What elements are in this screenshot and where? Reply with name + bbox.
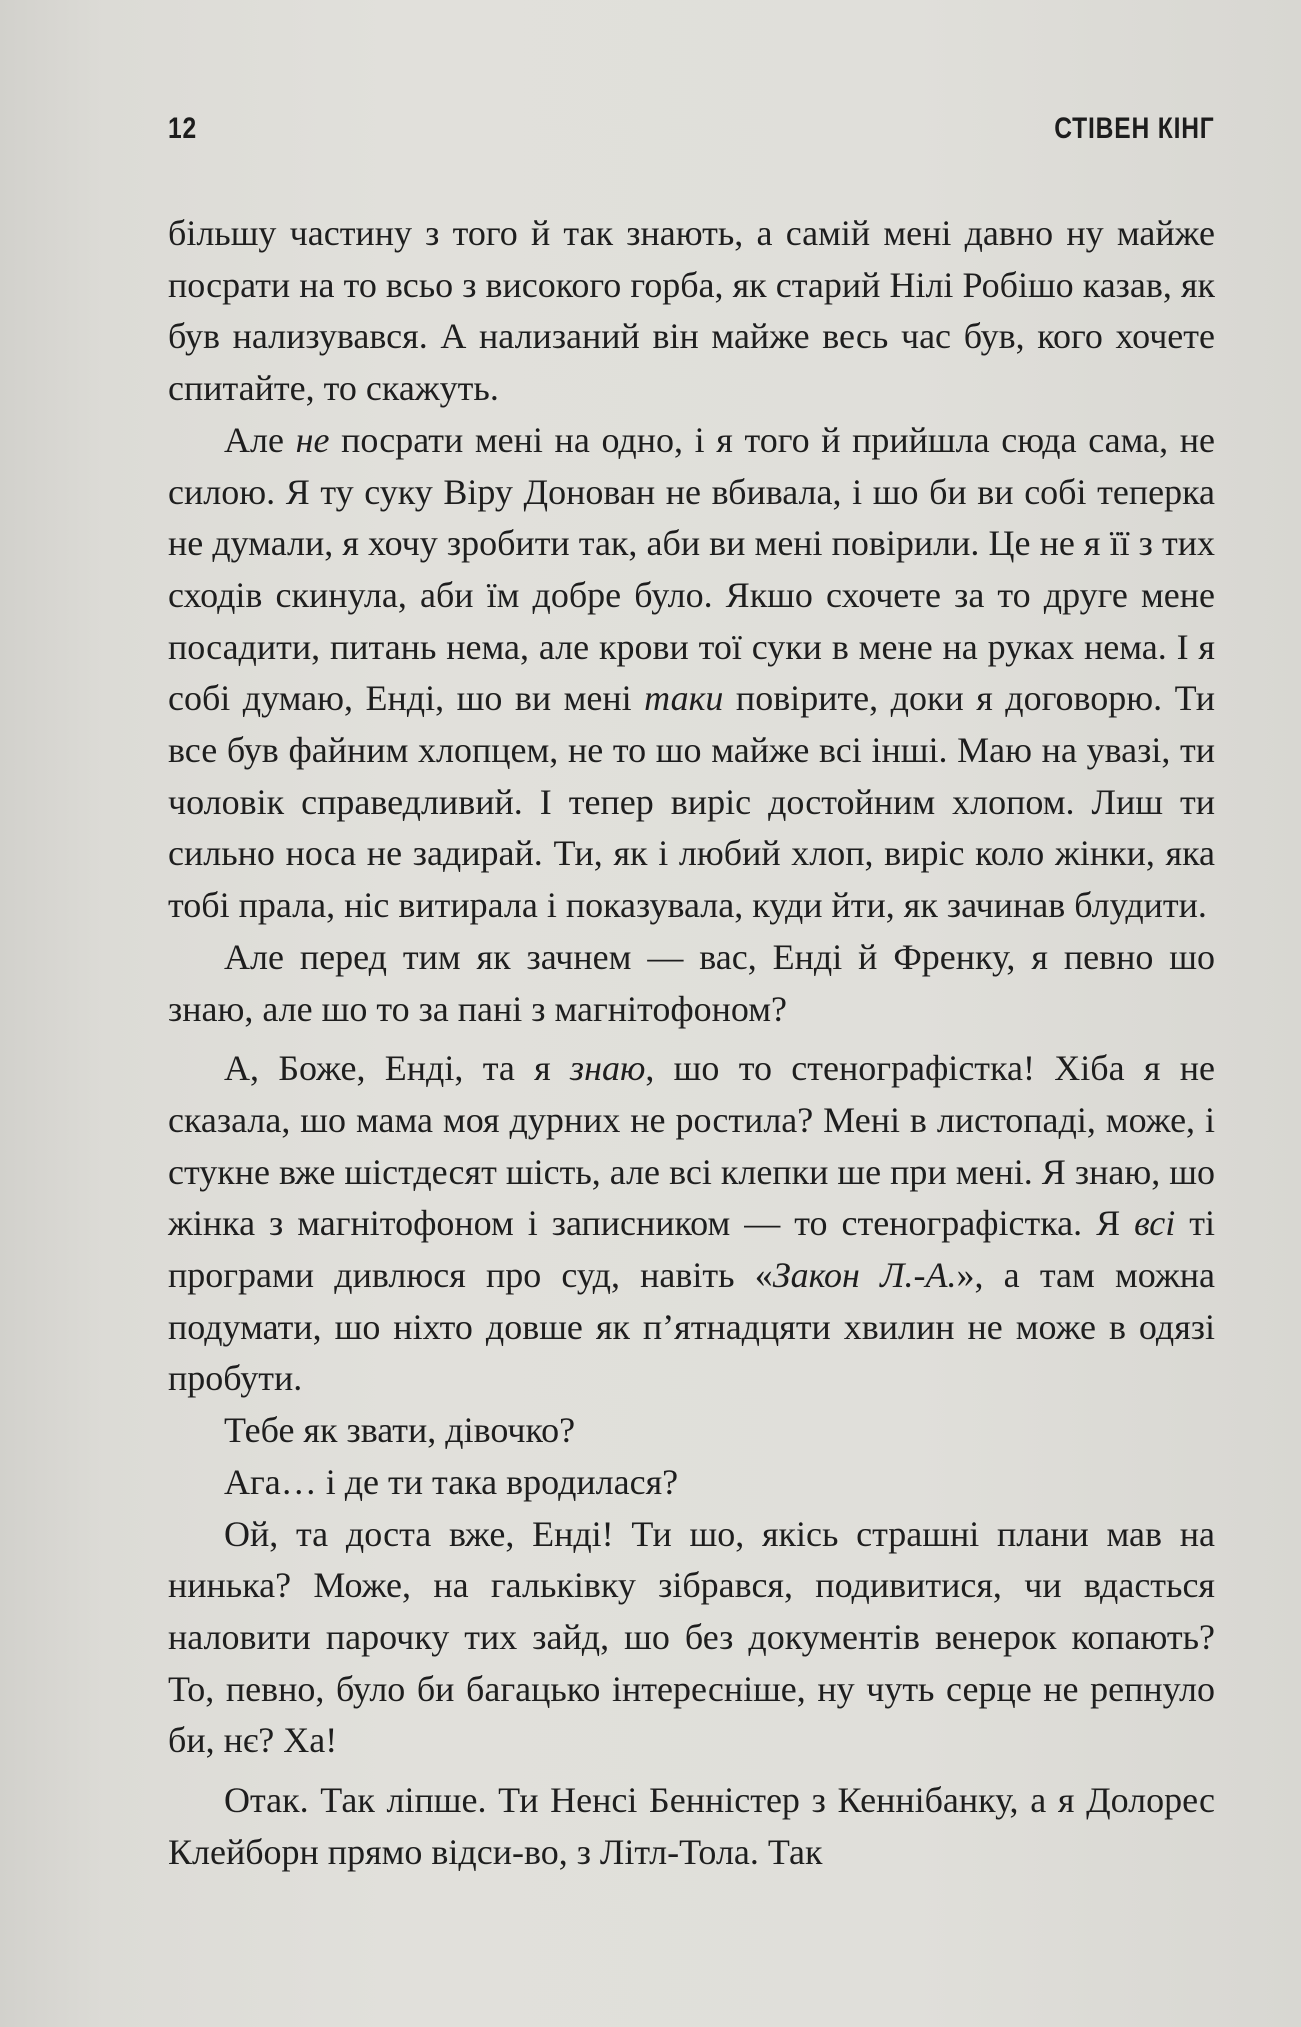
paragraph-3-text: Але перед тим як зачнем — вас, Енді й Френку, я певно шо знаю, але шо то за пані з магнітофоном? <box>168 936 1215 1029</box>
paragraph-7 <box>168 1509 1215 1768</box>
paragraph-4-text-e: ті програми дивлюся про суд, навіть « <box>168 1203 1216 1296</box>
paragraph-1-text: більшу частину з того й так знають, а самій мені давно ну майже посрати на то всьо з високого горба, як старий Нілі Робішо казав, як був нализувався. А нализаний він майже весь час був, кого хочете спитайте, то скажуть. <box>168 213 1215 409</box>
paragraph-3 <box>168 932 1215 1035</box>
paragraph-5-text: Тебе як звати, дівочко? <box>224 1410 576 1451</box>
paragraph-1 <box>168 208 1215 415</box>
paragraph-4-text-a: А, Боже, Енді, та я <box>224 1048 571 1089</box>
paragraph-7-text: Ой, та доста вже, Енді! Ти шо, якісь страшні плани мав на нинька? Може, на гальківку зібрався, подивитися, чи вдасться наловити парочку тих зайд, шо без документів венерок копають? То, певно, було би багацько інтересніше, ну чуть серце не репнуло би, нє? Ха! <box>168 1513 1215 1761</box>
paragraph-6 <box>168 1457 1215 1509</box>
paragraph-4-text-c: , шо то стенографістка! Хіба я не сказала, шо мама моя дурних не ростила? Мені в листопаді, може, і стукне вже шістдесят шість, але всі клепки ше при мені. Я знаю, шо жінка з магнітофоном і записником — то стенографістка. Я <box>168 1048 1215 1244</box>
page-header <box>168 112 1215 160</box>
paragraph-2-text-a: Але <box>224 419 296 460</box>
paragraph-2-italic-taky: таки <box>644 678 724 719</box>
paragraph-2-italic-ne: не <box>295 419 330 460</box>
running-head: СТІВЕН КІНГ <box>1054 112 1215 145</box>
paragraph-6-text: Ага… і де ти така вродилася? <box>224 1461 679 1502</box>
paragraph-4-italic-show-title: Закон Л.-А. <box>772 1255 957 1296</box>
paragraph-5 <box>168 1405 1215 1457</box>
paragraph-4-italic-vsi: всі <box>1134 1203 1176 1244</box>
paragraph-4 <box>168 1043 1215 1405</box>
paragraph-2-text-c: посрати мені на одно, і я того й прийшла сюда сама, не силою. Я ту суку Віру Донован не вбивала, і шо би ви собі теперка не думали, я хочу зробити так, аби ви мені повірили. Це не я її з тих сходів скинула, аби їм добре було. Якшо схочете за то друге мене посадити, питань нема, але крови тої суки в мене на руках нема. І я собі думаю, Енді, шо ви мені <box>168 419 1215 719</box>
paragraph-8 <box>168 1775 1215 1878</box>
body-text <box>168 208 1215 1879</box>
paragraph-4-italic-znayu: знаю <box>570 1048 646 1089</box>
paragraph-2-text-e: повірите, доки я договорю. Ти все був файним хлопцем, не то шо майже всі інші. Маю на увазі, ти чоловік справедливий. І тепер виріс достойним хлопом. Лиш ти сильно носа не задирай. Ти, як і любий хлоп, виріс коло жінки, яка тобі прала, ніс витирала і показувала, куди йти, як зачинав блудити. <box>168 678 1215 926</box>
paragraph-2 <box>168 415 1215 932</box>
paragraph-4-text-g: », а там можна подумати, шо ніхто довше як п’ятнадцяти хвилин не може в одязі пробути. <box>168 1255 1215 1399</box>
page-number: 12 <box>168 112 198 145</box>
paragraph-8-text: Отак. Так ліпше. Ти Ненсі Бенністер з Кеннібанку, а я Долорес Клейборн прямо відси-во, з Літл-Тола. Так <box>168 1780 1215 1872</box>
